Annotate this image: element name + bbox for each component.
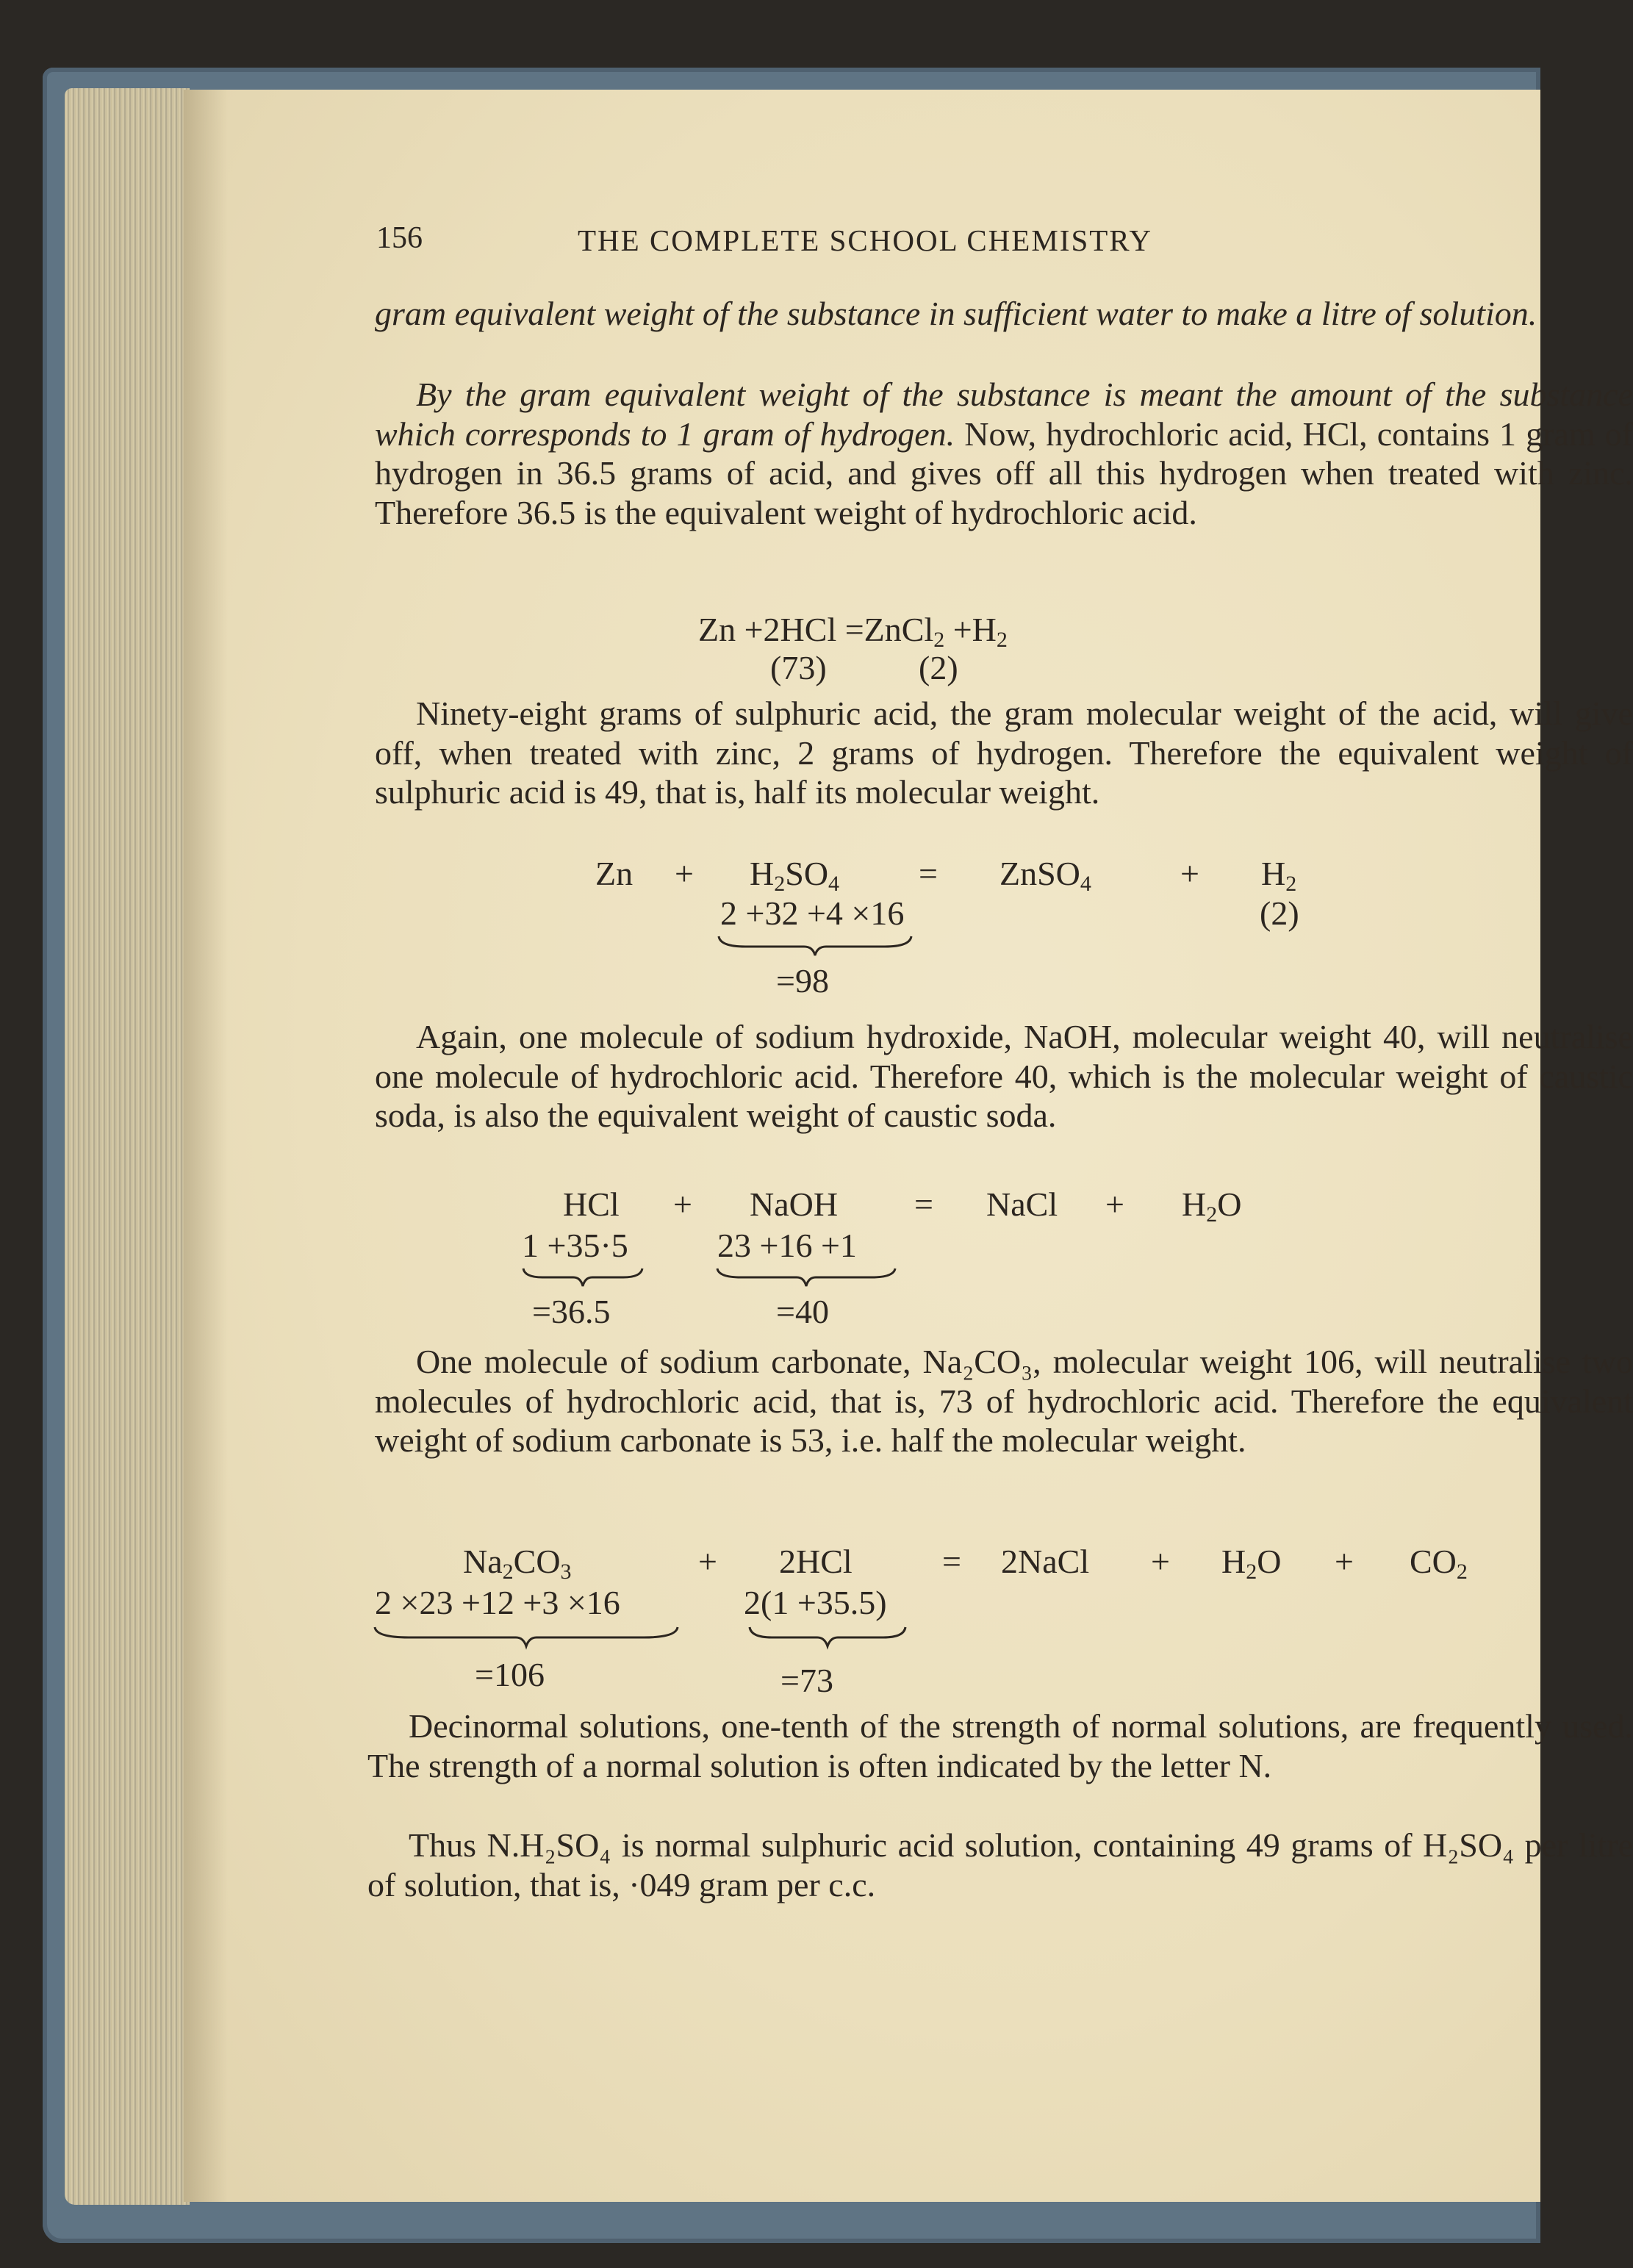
hcl-weight: (73)	[770, 649, 827, 686]
brace-naoh	[714, 1266, 898, 1291]
eq2-h2-weight: (2)	[1260, 894, 1299, 932]
eq4-calc2: 2(1 +35.5)	[744, 1584, 887, 1621]
paragraph-1	[375, 375, 1633, 532]
eq4-na2co3: $Na_2CO_3$	[463, 1543, 572, 1584]
eq2-h2so4: $H_2SO_4$	[750, 855, 840, 896]
eq4-co2: $CO_2$	[1410, 1543, 1468, 1584]
eq4-2nacl: 2NaCl	[1001, 1543, 1090, 1580]
eq4-calc1: 2 ×23 +12 +3 ×16	[375, 1584, 620, 1621]
eq3-result1: =36.5	[532, 1293, 611, 1330]
paragraph-6: Thus N.H₂SO₄ is normal sulphuric acid solution, containing 49 grams of H₂SO₄ per litre of solution, that is, ·049 gram per c.c.	[367, 1826, 1633, 1903]
page-number: 156	[376, 221, 423, 255]
eq4-plus2: +	[1151, 1543, 1170, 1580]
brace-2hcl	[747, 1624, 908, 1651]
eq4-result1: =106	[475, 1656, 545, 1693]
hydrogen-weight: (2)	[919, 649, 958, 686]
eq3-plus1: +	[673, 1185, 692, 1223]
equation-zinc-hcl: Zn +2HCl =ZnCl$_2$ $+H_2$	[698, 611, 1008, 652]
eq4-plus3: +	[1335, 1543, 1354, 1580]
eq3-equals: =	[914, 1185, 933, 1223]
eq2-plus1: +	[675, 855, 694, 892]
eq2-zn: Zn	[595, 855, 634, 892]
eq3-naoh: NaOH	[750, 1185, 839, 1223]
eq4-plus1: +	[698, 1543, 717, 1580]
eq4-result2: =73	[780, 1662, 833, 1699]
eq3-result2: =40	[776, 1293, 829, 1330]
paragraph-2: Ninety-eight grams of sulphuric acid, the gram molecular weight of the acid, will give off, when treated with zinc, 2 grams of hydrogen. Therefore the equivalent weight of sulphuric acid is 49, that is, half its molecular weight.	[375, 695, 1633, 811]
eq2-h2: $H_2$	[1261, 855, 1297, 896]
paragraph-4: One molecule of sodium carbonate, Na₂CO₃, molecular weight 106, will neutralise two molecules of hydrochloric acid, that is, 73 of hydrochloric acid. Therefore the equivalent weight of sodium carbonate is 53, i.e. half the molecular weight.	[375, 1343, 1633, 1459]
brace-na2co3	[372, 1624, 681, 1651]
book-page	[184, 90, 1633, 2202]
eq3-calc1: 1 +35·5	[522, 1227, 628, 1264]
running-head: THE COMPLETE SCHOOL CHEMISTRY	[578, 223, 1152, 257]
eq2-znso4: ZnSO$_4$	[999, 855, 1091, 896]
eq2-calc: 2 +32 +4 ×16	[720, 894, 905, 932]
eq3-calc2: 23 +16 +1	[717, 1227, 857, 1264]
eq2-result: =98	[776, 962, 829, 1000]
brace-hcl	[520, 1266, 645, 1291]
eq3-nacl: NaCl	[986, 1185, 1058, 1223]
eq4-2hcl: 2HCl	[779, 1543, 853, 1580]
eq2-plus2: +	[1180, 855, 1199, 892]
eq3-h2o: $H_2O$	[1182, 1185, 1242, 1227]
eq3-plus2: +	[1105, 1185, 1124, 1223]
explanation-text: Now, hydrochloric acid, HCl, contains 1 gram of hydrogen in 36.5 grams of acid, and gives off all this hydrogen when treated with zinc. Therefore 36.5 is the equivalent weight of hydrochloric acid.	[375, 415, 1633, 531]
eq4-h2o: $H_2O$	[1221, 1543, 1282, 1584]
eq3-hcl: HCl	[563, 1185, 620, 1223]
paragraph-5: Decinormal solutions, one-tenth of the strength of normal solutions, are frequently used. The strength of a normal solution is often indicated by the letter N.	[367, 1707, 1633, 1784]
paragraph-3: Again, one molecule of sodium hydroxide, NaOH, molecular weight 40, will neutralise one molecule of hydrochloric acid. Therefore 40, which is the molecular weight of caustic soda, is also the equivalent weight of caustic soda.	[375, 1018, 1633, 1134]
brace-h2so4	[716, 933, 914, 960]
eq4-equals: =	[942, 1543, 961, 1580]
page-edges	[65, 88, 190, 2205]
eq2-equals: =	[919, 855, 938, 892]
paragraph-0: gram equivalent weight of the substance in sufficient water to make a litre of solution.	[375, 295, 1537, 332]
definition-text: By the gram equivalent weight of the substance is meant the amount of the substance which corresponds to 1 gram of hydrogen.	[375, 376, 1633, 453]
